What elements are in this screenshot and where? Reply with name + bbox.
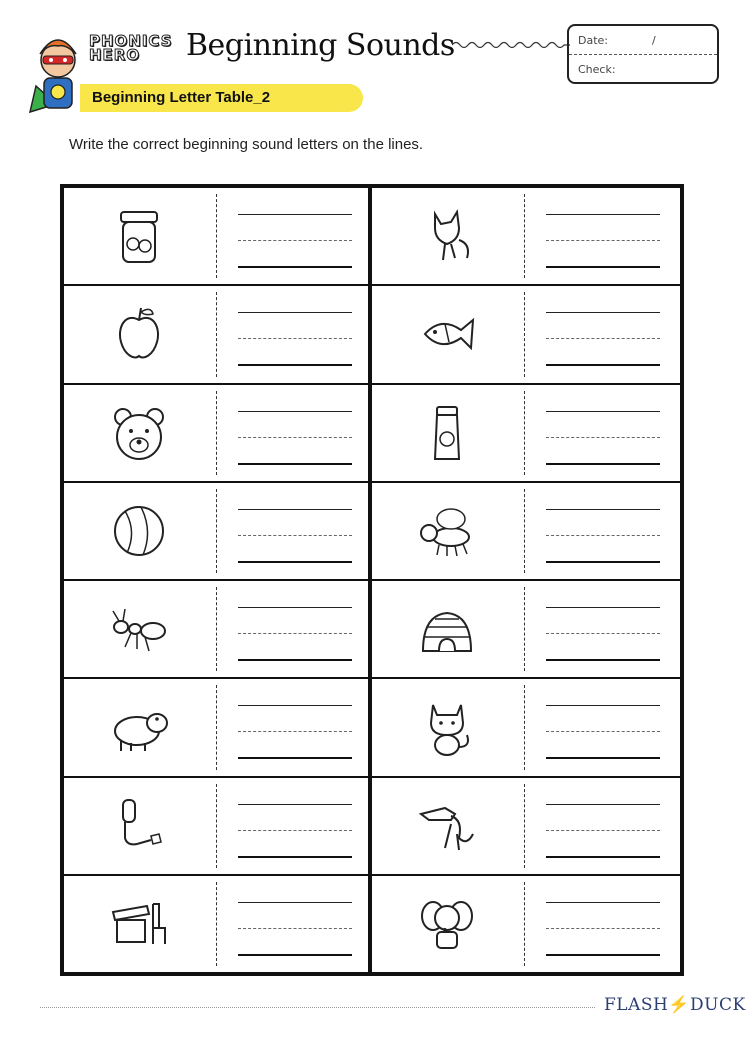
writing-line <box>238 954 352 956</box>
dashed-divider <box>524 489 525 573</box>
writing-guide-dashed <box>238 535 352 536</box>
writing-line <box>238 561 352 563</box>
writing-lines[interactable] <box>546 509 660 561</box>
worksheet-subtitle: Beginning Letter Table_2 <box>92 89 271 106</box>
writing-guide-dashed <box>546 338 660 339</box>
writing-guide-dashed <box>238 731 352 732</box>
writing-line <box>238 463 352 465</box>
logo-bolt-icon: ⚡ <box>668 995 691 1015</box>
table-cell-left-5 <box>64 581 368 679</box>
writing-line <box>546 659 660 661</box>
writing-guide-dashed <box>238 928 352 929</box>
footer-dotted-line <box>40 1007 595 1008</box>
dashed-divider <box>216 784 217 868</box>
writing-line <box>546 607 660 608</box>
dashed-divider <box>524 391 525 475</box>
brand-wordmark <box>89 34 181 62</box>
table-cell-right-6 <box>372 679 680 777</box>
elephant-icon <box>394 888 500 960</box>
writing-line <box>238 607 352 608</box>
table-cell-right-4 <box>372 483 680 581</box>
logo-text-flash: FLASH <box>604 995 669 1015</box>
writing-guide-dashed <box>238 633 352 634</box>
writing-guide-dashed <box>546 928 660 929</box>
dashed-divider <box>216 391 217 475</box>
table-cell-left-8 <box>64 876 368 972</box>
writing-line <box>238 902 352 903</box>
writing-guide-dashed <box>238 240 352 241</box>
fish-icon <box>394 298 500 370</box>
brand-line-1: PHONICS <box>89 32 173 50</box>
writing-line <box>238 509 352 510</box>
table-cell-right-8 <box>372 876 680 972</box>
wave-decoration <box>452 38 570 52</box>
writing-line <box>546 902 660 903</box>
crocodile-icon <box>394 790 500 862</box>
dashed-divider <box>524 587 525 671</box>
writing-lines[interactable] <box>238 312 352 364</box>
writing-guide-dashed <box>238 830 352 831</box>
dashed-divider <box>524 685 525 769</box>
writing-lines[interactable] <box>238 411 352 463</box>
date-check-box <box>567 24 719 84</box>
writing-lines[interactable] <box>238 804 352 856</box>
fly-icon <box>394 495 500 567</box>
writing-line <box>546 705 660 706</box>
writing-guide-dashed <box>546 830 660 831</box>
writing-line <box>546 954 660 956</box>
writing-lines[interactable] <box>238 902 352 954</box>
hippo-icon <box>86 691 192 763</box>
yogurt-icon <box>394 397 500 469</box>
table-cell-left-6 <box>64 679 368 777</box>
table-cell-left-1 <box>64 188 368 286</box>
instructions-text: Write the correct beginning sound letters on the lines. <box>69 136 424 153</box>
writing-line <box>238 266 352 268</box>
writing-guide-dashed <box>546 240 660 241</box>
writing-lines[interactable] <box>546 214 660 266</box>
desk-icon <box>86 888 192 960</box>
writing-lines[interactable] <box>546 902 660 954</box>
writing-lines[interactable] <box>546 607 660 659</box>
writing-lines[interactable] <box>546 312 660 364</box>
writing-line <box>238 364 352 366</box>
brand-line-2: HERO <box>89 46 141 64</box>
date-box-divider <box>569 54 717 55</box>
writing-line <box>546 266 660 268</box>
cat-icon <box>394 691 500 763</box>
table-cell-right-5 <box>372 581 680 679</box>
dashed-divider <box>524 882 525 966</box>
table-cell-left-2 <box>64 286 368 384</box>
table-cell-right-7 <box>372 778 680 876</box>
writing-line <box>238 804 352 805</box>
dashed-divider <box>216 292 217 376</box>
date-label: Date: <box>578 34 608 47</box>
logo-text-duck: DUCK <box>690 995 746 1015</box>
writing-line <box>546 757 660 759</box>
table-cell-left-7 <box>64 778 368 876</box>
writing-lines[interactable] <box>238 705 352 757</box>
writing-line <box>238 411 352 412</box>
dashed-divider <box>216 685 217 769</box>
table-cell-right-3 <box>372 385 680 483</box>
writing-line <box>546 214 660 215</box>
table-cell-left-3 <box>64 385 368 483</box>
dashed-divider <box>216 587 217 671</box>
dashed-divider <box>216 882 217 966</box>
apple-icon <box>86 298 192 370</box>
writing-line <box>546 561 660 563</box>
dashed-divider <box>216 194 217 278</box>
writing-line <box>238 312 352 313</box>
arm-icon <box>86 790 192 862</box>
writing-lines[interactable] <box>546 411 660 463</box>
table-cell-left-4 <box>64 483 368 581</box>
writing-line <box>238 214 352 215</box>
writing-line <box>546 411 660 412</box>
writing-line <box>238 705 352 706</box>
writing-line <box>546 463 660 465</box>
writing-guide-dashed <box>546 535 660 536</box>
writing-lines[interactable] <box>238 509 352 561</box>
check-label: Check: <box>578 63 616 76</box>
writing-lines[interactable] <box>238 607 352 659</box>
igloo-icon <box>394 593 500 665</box>
flash-duck-logo <box>604 995 746 1015</box>
writing-guide-dashed <box>546 633 660 634</box>
writing-lines[interactable] <box>546 705 660 757</box>
page-title: Beginning Sounds <box>186 28 455 63</box>
writing-guide-dashed <box>546 437 660 438</box>
ball-icon <box>86 495 192 567</box>
writing-guide-dashed <box>546 731 660 732</box>
date-separator: / <box>652 34 656 47</box>
writing-line <box>238 757 352 759</box>
table-column-right <box>372 188 680 972</box>
fox-icon <box>394 200 500 272</box>
dashed-divider <box>216 489 217 573</box>
table-column-left <box>64 188 372 972</box>
writing-line <box>238 659 352 661</box>
bear-icon <box>86 397 192 469</box>
writing-lines[interactable] <box>546 804 660 856</box>
writing-line <box>546 804 660 805</box>
dashed-divider <box>524 194 525 278</box>
writing-line <box>546 312 660 313</box>
writing-guide-dashed <box>238 338 352 339</box>
writing-lines[interactable] <box>238 214 352 266</box>
ant-icon <box>86 593 192 665</box>
dashed-divider <box>524 784 525 868</box>
beginning-letter-table <box>60 184 684 976</box>
jam-jar-icon <box>86 200 192 272</box>
writing-line <box>546 856 660 858</box>
writing-line <box>238 856 352 858</box>
writing-line <box>546 364 660 366</box>
writing-line <box>546 509 660 510</box>
table-cell-right-2 <box>372 286 680 384</box>
dashed-divider <box>524 292 525 376</box>
writing-guide-dashed <box>238 437 352 438</box>
table-cell-right-1 <box>372 188 680 286</box>
